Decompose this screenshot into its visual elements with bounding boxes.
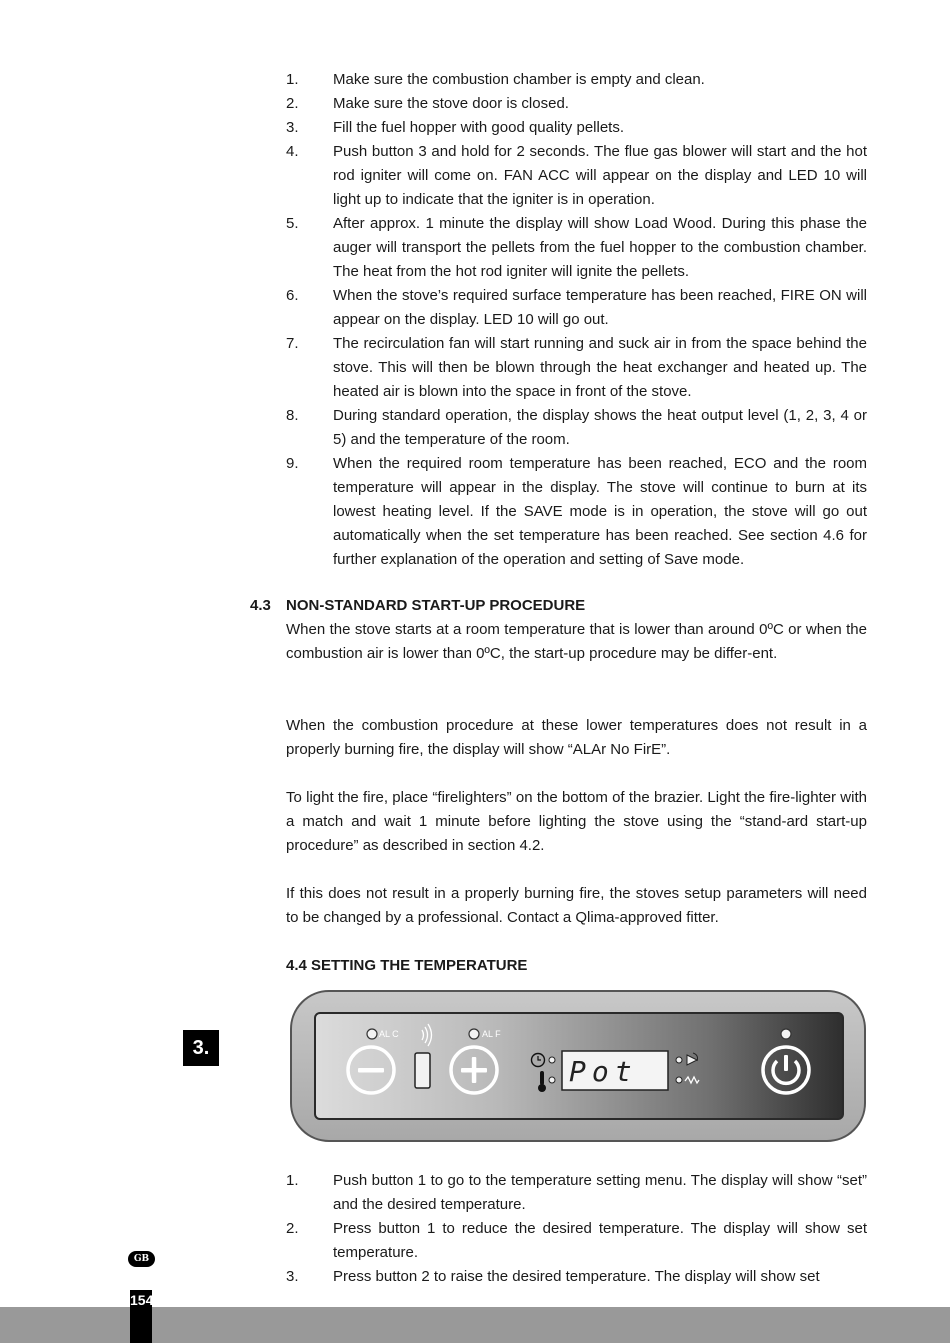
page-number: 154 — [130, 1292, 154, 1308]
control-panel-svg — [289, 989, 867, 1143]
list-number: 7. — [286, 335, 299, 352]
list-item — [286, 404, 867, 452]
led-al-f-label: AL F — [482, 1029, 501, 1039]
list-item — [286, 284, 867, 332]
list-text: When the stove’s required surface temperature has been reached, FIRE ON will appear on the display. LED 10 will go out. — [333, 287, 867, 328]
chapter-tab: 3. — [183, 1030, 219, 1066]
list-text: Make sure the combustion chamber is empty and clean. — [333, 71, 705, 88]
list-number: 1. — [286, 1172, 299, 1189]
list-item — [286, 452, 867, 572]
list-number: 9. — [286, 455, 299, 472]
list-item — [286, 332, 867, 404]
language-badge: GB — [128, 1251, 155, 1267]
temperature-steps-list — [286, 1169, 867, 1289]
list-text: Press button 2 to raise the desired temperature. The display will show set — [333, 1268, 820, 1285]
list-text: Make sure the stove door is closed. — [333, 95, 569, 112]
list-item — [286, 140, 867, 212]
list-text: Fill the fuel hopper with good quality pellets. — [333, 119, 625, 136]
list-number: 2. — [286, 1220, 299, 1237]
list-item — [286, 68, 867, 92]
list-text: The recirculation fan will start running and suck air in from the space behind the stove. This will then be blown through the heat exchanger and heated up. The heated air is blown into the space in front of the stove. — [333, 335, 867, 400]
paragraph: If this does not result in a properly burning fire, the stoves setup parameters will need to be changed by a professional. Contact a Qlima-approved fitter. — [286, 885, 867, 926]
list-item — [286, 116, 867, 140]
led-al-f — [469, 1029, 479, 1039]
control-panel-illustration — [289, 989, 867, 1143]
paragraph: To light the fire, place “firelighters” on the bottom of the brazier. Light the fire-lighter with a match and wait 1 minute before lighting the stove using the “stand-ard start-up procedure” as described in section 4.2. — [286, 789, 867, 854]
list-item — [286, 1169, 867, 1217]
list-text: When the required room temperature has been reached, ECO and the room temperature will appear in the display. The stove will continue to burn at its lowest heating level. If the SAVE mode is in operation, the stove will go out automatically when the set temperature has been reached. See section 4.6 for further explanation of the operation and setting of Save mode. — [333, 455, 867, 568]
list-item — [286, 1265, 867, 1289]
power-led — [781, 1029, 791, 1039]
section-number: 4.3 — [250, 597, 271, 614]
list-text: Push button 1 to go to the temperature setting menu. The display will show “set” and the desired temperature. — [333, 1172, 867, 1213]
led-al-c — [367, 1029, 377, 1039]
list-number: 4. — [286, 143, 299, 160]
list-number: 1. — [286, 71, 299, 88]
list-number: 2. — [286, 95, 299, 112]
list-text: Press button 1 to reduce the desired temperature. The display will show set temperature. — [333, 1220, 867, 1261]
paragraph: When the combustion procedure at these lower temperatures does not result in a properly burning fire, the display will show “ALAr No FirE”. — [286, 717, 867, 758]
list-text: After approx. 1 minute the display will show Load Wood. During this phase the auger will transport the pellets from the fuel hopper to the combustion chamber. The heat from the hot rod igniter will ignite the pellets. — [333, 215, 867, 280]
lcd-display-text: Pot — [569, 1055, 638, 1088]
list-text: Push button 3 and hold for 2 seconds. The flue gas blower will start and the hot rod igniter will come on. FAN ACC will appear on the display and LED 10 will light up to indicate that the igniter is in operation. — [333, 143, 867, 208]
list-number: 3. — [286, 119, 299, 136]
paragraph: When the stove starts at a room temperature that is lower than around 0ºC or when the combustion air is lower than 0ºC, the start-up procedure may be differ-ent. — [286, 621, 867, 662]
list-number: 5. — [286, 215, 299, 232]
list-number: 3. — [286, 1268, 299, 1285]
list-number: 6. — [286, 287, 299, 304]
led-al-c-label: AL C — [379, 1029, 399, 1039]
section-heading — [250, 594, 585, 618]
section-title: NON-STANDARD START-UP PROCEDURE — [286, 597, 586, 614]
list-text: During standard operation, the display shows the heat output level (1, 2, 3, 4 or 5) and the temperature of the room. — [333, 407, 867, 448]
subsection-heading: 4.4 SETTING THE TEMPERATURE — [286, 957, 528, 974]
startup-steps-list — [286, 68, 867, 572]
list-item — [286, 92, 867, 116]
list-number: 8. — [286, 407, 299, 424]
list-item — [286, 1217, 867, 1265]
list-item — [286, 212, 867, 284]
